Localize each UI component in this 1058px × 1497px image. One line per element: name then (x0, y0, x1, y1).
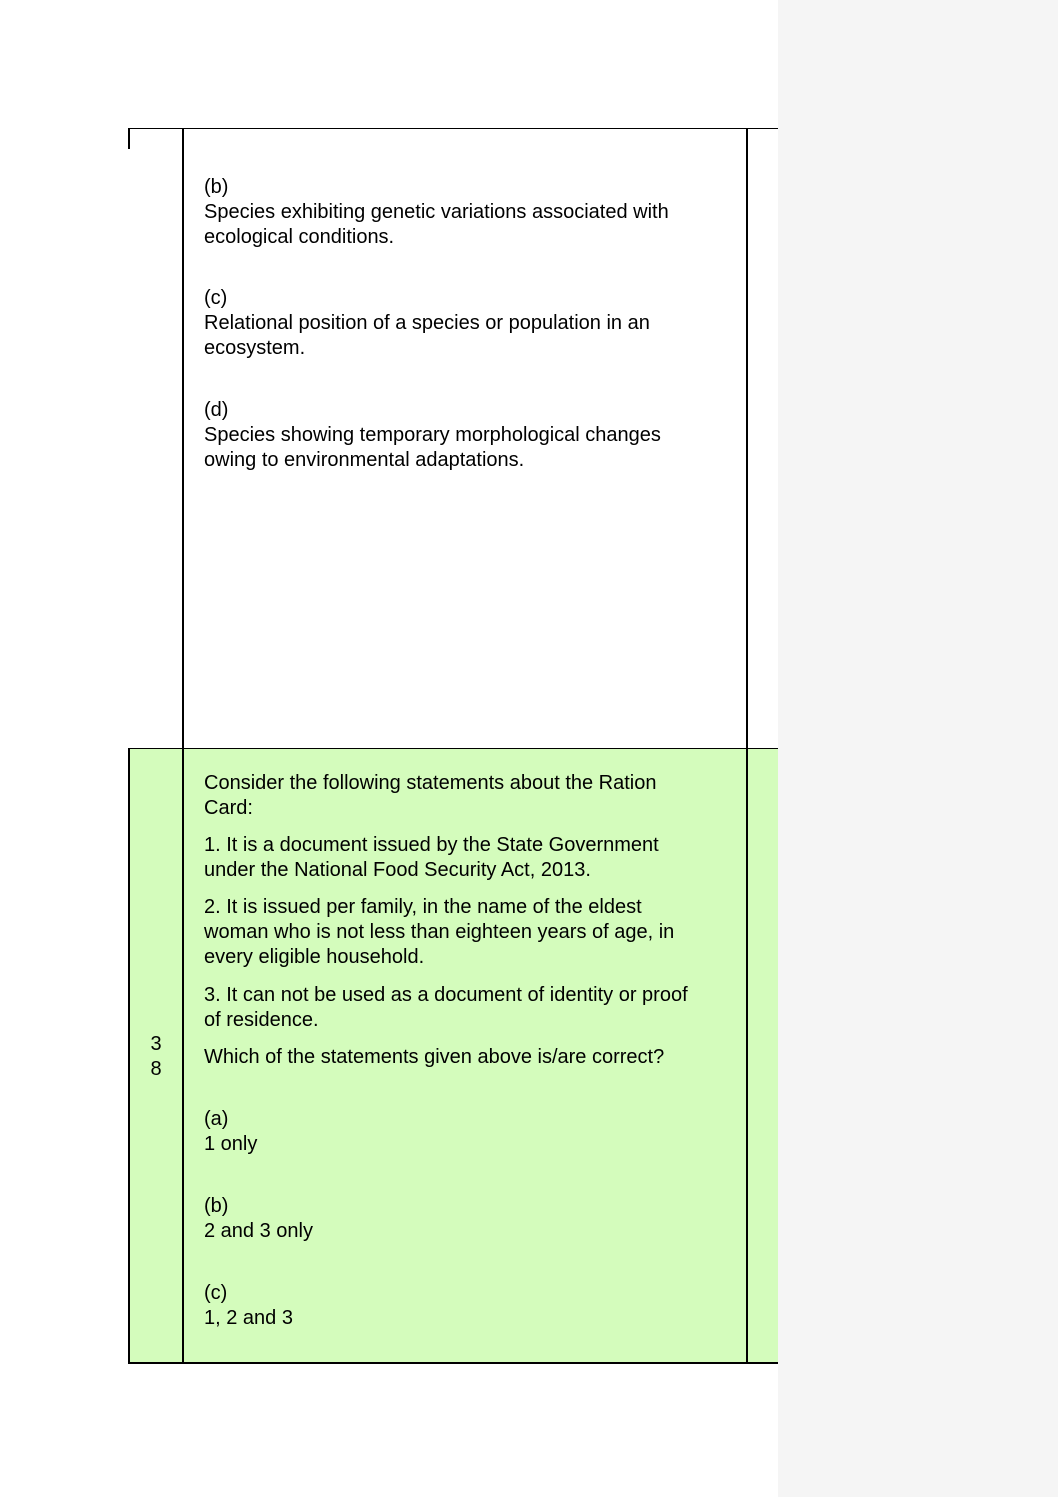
question-prompt: Which of the statements given above is/are correct? (204, 1046, 665, 1068)
question-intro-line2: Card: (204, 797, 253, 819)
option-d-label: (d) (204, 399, 229, 421)
question-number-digit-1: 3 (150, 1033, 162, 1055)
question-intro-line1: Consider the following statements about the Ration (204, 772, 657, 794)
option-c-label: (c) (204, 287, 228, 309)
option-b-text-line1: Species exhibiting genetic variations associated with (204, 201, 669, 223)
column-divider-1 (182, 128, 184, 1364)
option-b-text-line2: ecological conditions. (204, 226, 395, 248)
column-divider-2 (746, 128, 748, 1364)
option-c-text-line1: Relational position of a species or population in an (204, 312, 650, 334)
answer-option-b-label: (b) (204, 1195, 229, 1217)
statement-3-line1: 3. It can not be used as a document of identity or proof (204, 984, 688, 1006)
statement-3-line2: of residence. (204, 1009, 319, 1031)
answer-option-c-text: 1, 2 and 3 (204, 1307, 293, 1329)
statement-1-line1: 1. It is a document issued by the State Government (204, 834, 659, 856)
question-number-digit-2: 8 (150, 1058, 162, 1080)
page-right-margin (778, 0, 1058, 1497)
statement-2-line1: 2. It is issued per family, in the name of the eldest (204, 896, 642, 918)
option-d-text-line1: Species showing temporary morphological changes (204, 424, 661, 446)
table-bottom-border (129, 1362, 778, 1364)
statement-1-line2: under the National Food Security Act, 2013. (204, 859, 591, 881)
answer-option-c-label: (c) (204, 1282, 228, 1304)
answer-option-a-label: (a) (204, 1108, 229, 1130)
table-left-border (128, 128, 130, 149)
statement-2-line2: woman who is not less than eighteen years of age, in (204, 921, 675, 943)
statement-2-line3: every eligible household. (204, 946, 425, 968)
answer-option-a-text: 1 only (204, 1133, 258, 1155)
option-b-label: (b) (204, 176, 229, 198)
option-c-text-line2: ecosystem. (204, 337, 306, 359)
table-top-border (129, 128, 778, 129)
option-d-text-line2: owing to environmental adaptations. (204, 449, 525, 471)
row-divider (129, 748, 778, 749)
answer-option-b-text: 2 and 3 only (204, 1220, 313, 1242)
